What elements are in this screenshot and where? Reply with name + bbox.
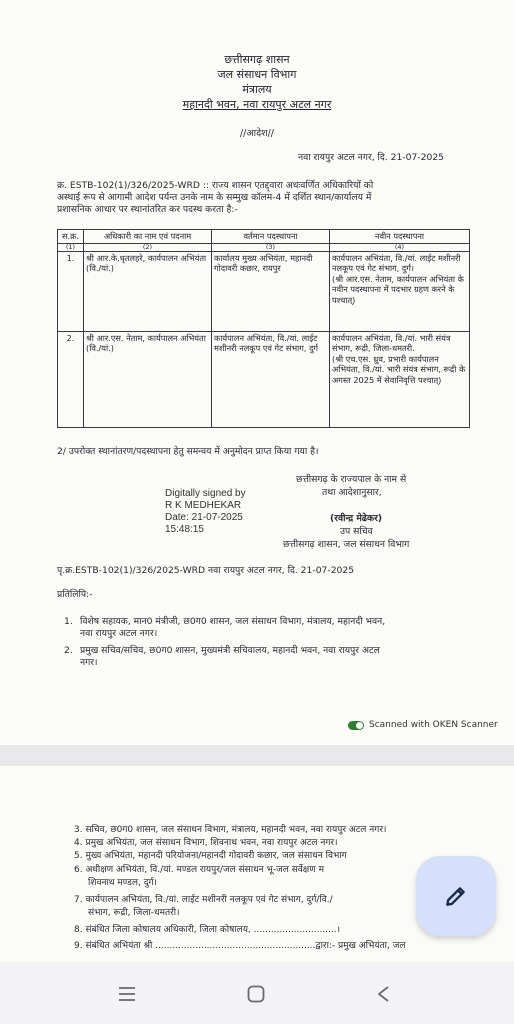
recent-apps-icon — [117, 985, 137, 1003]
list-item-number: 7. — [74, 895, 83, 905]
scanner-badge-text: Scanned with OKEN Scanner — [369, 720, 498, 730]
list-item-continued — [88, 907, 180, 920]
system-navigation-bar — [0, 962, 514, 1024]
header-line-2: जल संसाधन विभाग — [217, 68, 297, 81]
para-2: 2/ उपरोक्त स्थानांतरण/पदस्थापना हेतु समन्वय में अनुमोदन प्राप्त किया गया है। — [57, 446, 319, 457]
row-sn: 1. — [58, 251, 84, 331]
list-item — [74, 824, 386, 837]
header-line-3: मंत्रालय — [242, 83, 272, 96]
list-item-text: कार्यपालन अभियंता, वि./यां. लाईट मशीनरी नलकूप एवं गेट संभाग, दुर्ग/वि./ — [85, 895, 333, 905]
edit-fab-button[interactable] — [416, 856, 496, 936]
header-line-1: छत्तीसगढ़ शासन — [224, 53, 290, 66]
scanner-badge — [348, 720, 498, 730]
list-item — [74, 894, 333, 907]
recent-apps-button[interactable] — [113, 980, 141, 1008]
list-item-number: 4. — [74, 838, 83, 848]
governor-line-2: तथा आदेशानुसार, — [322, 487, 382, 498]
row-sn: 2. — [58, 331, 84, 427]
table-row — [58, 331, 470, 427]
list-item-continued — [88, 877, 157, 890]
intro-line-2: अस्थाई रूप से आगामी आदेश पर्यन्त उनके नाम के सम्मुख कॉलम-4 में दर्शित स्थान/कार्यालय में — [57, 192, 372, 203]
digital-signature — [165, 488, 246, 536]
digital-sign-line-2: R K MEDHEKAR — [165, 500, 242, 511]
new-posting-note: (श्री एच.एस. ध्रुव, प्रभारी कार्यपालन अभियंता, वि./यां. भारी संयंत्र संभाग, रूद्री के अगस्त 2025 में सेवानिवृत्ति पश्चात्) — [332, 353, 466, 385]
intro-line-3: प्रशासनिक आधार पर स्थानांतरित कर पदस्थ करता है:- — [57, 204, 238, 215]
list-item-number: 9. — [74, 941, 83, 951]
digital-sign-line-1: Digitally signed by — [165, 488, 246, 499]
row-current-posting: कार्यपालन अभियंता, वि./यां. लाईट मशीनरी नलकूप एवं गेट संभाग, दुर्ग — [212, 331, 330, 427]
table-header-name: अधिकारी का नाम एवं पदनाम — [84, 230, 212, 244]
governor-line-1: छत्तीसगढ़ के राज्यपाल के नाम से — [296, 474, 407, 485]
place-date: नवा रायपुर अटल नगर, दि. 21-07-2025 — [298, 152, 445, 163]
col-number: (1) — [58, 243, 84, 251]
list-item-text: संभाग, रूद्री, जिला-धमतरी। — [88, 908, 180, 918]
row-new-posting — [330, 251, 470, 331]
list-item — [74, 850, 347, 863]
list-item-text: संबंधित जिला कोषालय अधिकारी, जिला कोषालय, .............................। — [85, 925, 341, 935]
col-number: (3) — [212, 243, 330, 251]
row-new-posting — [330, 331, 470, 427]
list-item-text: प्रमुख अभियंता, जल संसाधन विभाग, शिवनाथ भवन, नवा रायपुर अटल नगर। — [85, 838, 338, 848]
list-item-text: मुख्य अभियंता, महानदी परियोजना/महानदी गोदावरी कछार, जल संसाधन विभाग — [85, 851, 347, 861]
new-posting-main: कार्यपालन अभियंता, वि./यां. भारी संयंत्र संभाग, रूद्री, जिला-धमतरी. — [332, 332, 451, 353]
list-item-text: अधीक्षण अभियंता, वि./यां. मण्डल रायपुर/जल संसाधन भू-जल सर्वेक्षण म — [85, 865, 324, 875]
order-label: //आदेश// — [239, 128, 275, 139]
list-item-number: 6. — [74, 865, 83, 875]
copy-item-number: 1. — [64, 616, 73, 627]
list-item-text: शिवनाथ मण्डल, दुर्ग। — [88, 878, 157, 888]
copy-label: प्रतिलिपि:- — [57, 589, 93, 600]
list-item-number: 8. — [74, 925, 83, 935]
signatory-designation: उप सचिव — [340, 526, 373, 537]
row-current-posting: कार्यालय मुख्य अभियंता, महानदी गोदावरी कछार, रायपुर — [212, 251, 330, 331]
new-posting-note: (श्री आर.एस. नेताम, कार्यपालन अभियंता के नवीन पदस्थापना में पदभार ग्रहण करने के पश्चात्) — [332, 273, 464, 305]
table-header-new: नवीन पदस्थापना — [330, 230, 470, 244]
row-name: श्री आर.एस. नेताम, कार्यपालन अभियंता (वि./यां.) — [84, 331, 212, 427]
row-name: श्री आर.के.धृतलहरे, कार्यपालन अभियंता (वि./यां.) — [84, 251, 212, 331]
col-number: (2) — [84, 243, 212, 251]
digital-sign-line-4: 15:48:15 — [165, 524, 204, 535]
back-icon — [374, 984, 394, 1004]
signatory-name: (रवीन्द्र मेढेकर) — [330, 513, 383, 524]
intro-line-1: क्र. ESTB-102(1)/326/2025-WRD :: राज्य शासन एतद्द्वारा अधःवर्णित अधिकारियों को — [57, 180, 374, 191]
list-item-number: 3. — [74, 825, 83, 835]
transfer-table — [57, 229, 470, 428]
copy-item-2-line-2: नगर। — [80, 657, 98, 668]
list-item — [74, 940, 406, 953]
list-item — [74, 864, 324, 877]
digital-sign-line-3: Date: 21-07-2025 — [165, 512, 243, 523]
home-button[interactable] — [242, 980, 270, 1008]
copy-item-number: 2. — [64, 645, 73, 656]
copy-item-1-line-2: नवा रायपुर अटल नगर। — [80, 628, 158, 639]
home-icon — [246, 984, 266, 1004]
table-header-sn: स.क्र. — [58, 230, 84, 244]
col-number: (4) — [330, 243, 470, 251]
list-item — [74, 837, 338, 850]
list-item — [74, 924, 340, 937]
back-button[interactable] — [370, 980, 398, 1008]
pencil-edit-icon — [443, 883, 469, 909]
header-line-4: महानदी भवन, नवा रायपुर अटल नगर — [182, 98, 332, 111]
table-row — [58, 251, 470, 331]
list-item-text: सचिव, छ0ग0 शासन, जल संसाधन विभाग, मंत्रालय, महानदी भवन, नवा रायपुर अटल नगर। — [85, 825, 387, 835]
signatory-dept: छत्तीसगढ़ शासन, जल संसाधन विभाग — [283, 539, 410, 550]
copy-item-2-line-1: प्रमुख सचिव/सचिव, छ0ग0 शासन, मुख्यमंत्री सचिवालय, महानदी भवन, नवा रायपुर अटल — [80, 645, 380, 656]
new-posting-main: कार्यपालन अभियंता, वि./यां. लाईट मशीनरी नलकूप एवं गेट संभाग, दुर्ग। — [332, 252, 461, 273]
list-item-text: संबंधित अभियंता श्री ........................................................द्वारा:- प्रमुख अभियंता, जल — [85, 941, 406, 951]
endorsement-line: पृ.क्र.ESTB-102(1)/326/2025-WRD नवा रायपुर अटल नगर, दि. 21-07-2025 — [57, 565, 355, 576]
table-header-current: वर्तमान पदस्थापना — [212, 230, 330, 244]
scanner-toggle-icon — [348, 721, 364, 730]
list-item-number: 5. — [74, 851, 83, 861]
copy-item-1-line-1: विशेष सहायक, मान0 मंत्रीजी, छ0ग0 शासन, जल संसाधन विभाग, मंत्रालय, महानदी भवन, — [80, 616, 386, 627]
